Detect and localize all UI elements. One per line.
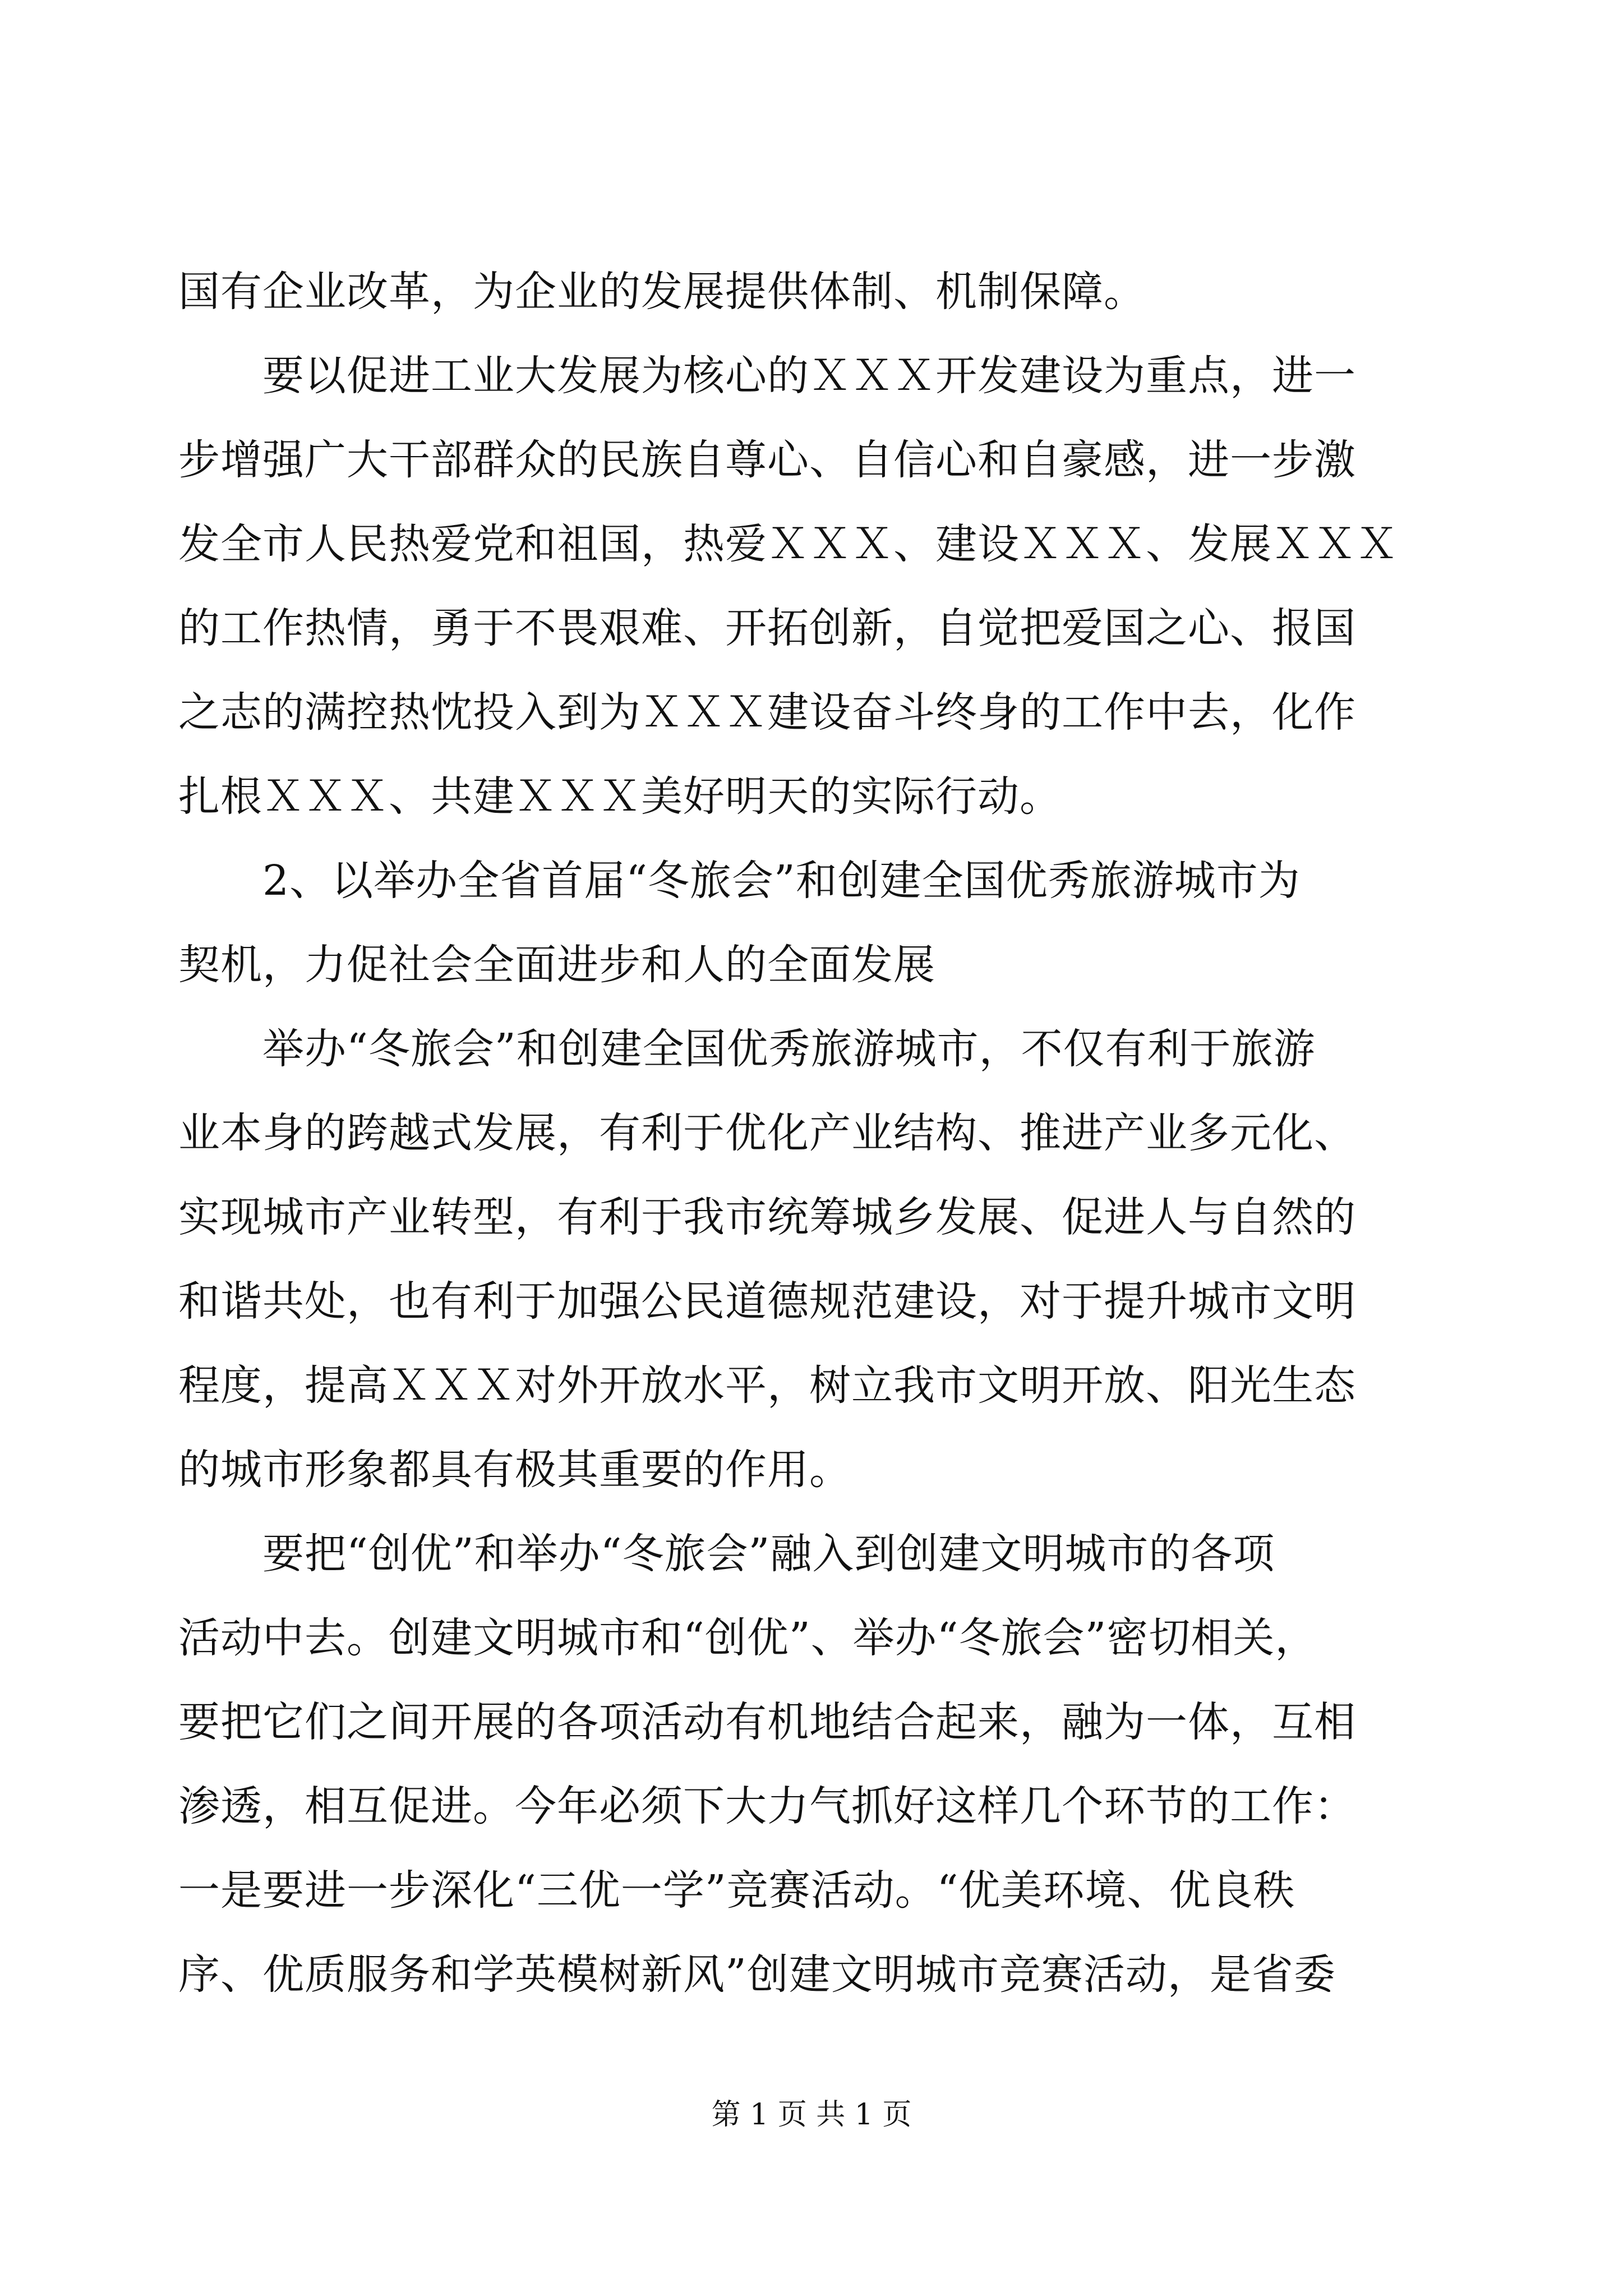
text-line: 实现城市产业转型，有利于我市统筹城乡发展、促进人与自然的 [178,1193,1356,1241]
text-line: 的工作热情，勇于不畏艰难、开拓创新，自觉把爱国之心、报国 [178,604,1356,652]
text-line: 步增强广大干部群众的民族自尊心、自信心和自豪感，进一步激 [178,436,1356,484]
page-number-label: 第 1 页 共 1 页 [711,2098,912,2132]
text-line: 业本身的跨越式发展，有利于优化产业结构、推进产业多元化、 [178,1109,1356,1157]
section-heading-line: 契机，力促社会全面进步和人的全面发展 [178,941,935,989]
text-line: 和谐共处，也有利于加强公民道德规范建设，对于提升城市文明 [178,1277,1356,1326]
text-line: 之志的满控热忱投入到为ＸＸＸ建设奋斗终身的工作中去，化作 [178,688,1356,737]
document-body [178,250,1446,2017]
text-line: 一是要进一步深化“三优一学”竞赛活动。“优美环境、优良秩 [178,1866,1295,1915]
text-line: 要以促进工业大发展为核心的ＸＸＸ开发建设为重点，进一 [262,352,1356,400]
text-line: 举办“冬旅会”和创建全国优秀旅游城市，不仅有利于旅游 [262,1025,1316,1073]
text-line: 序、优质服务和学英模树新风”创建文明城市竞赛活动，是省委 [178,1950,1336,1999]
text-line: 要把“创优”和举办“冬旅会”融入到创建文明城市的各项 [262,1530,1275,1578]
page-footer [0,2095,1623,2134]
text-line: 发全市人民热爱党和祖国，热爱ＸＸＸ、建设ＸＸＸ、发展ＸＸＸ [178,520,1398,568]
text-line: 活动中去。创建文明城市和“创优”、举办“冬旅会”密切相关， [178,1614,1317,1662]
text-line: 国有企业改革，为企业的发展提供体制、机制保障。 [178,268,1146,316]
text-line: 要把它们之间开展的各项活动有机地结合起来，融为一体，互相 [178,1698,1356,1746]
text-line: 的城市形象都具有极其重要的作用。 [178,1446,851,1494]
section-heading-line: 2、以举办全省首届“冬旅会”和创建全国优秀旅游城市为 [262,857,1301,905]
text-line: 扎根ＸＸＸ、共建ＸＸＸ美好明天的实际行动。 [178,772,1062,821]
text-line: 渗透，相互促进。今年必须下大力气抓好这样几个环节的工作： [178,1782,1356,1830]
text-line: 程度，提高ＸＸＸ对外开放水平，树立我市文明开放、阳光生态 [178,1361,1356,1410]
